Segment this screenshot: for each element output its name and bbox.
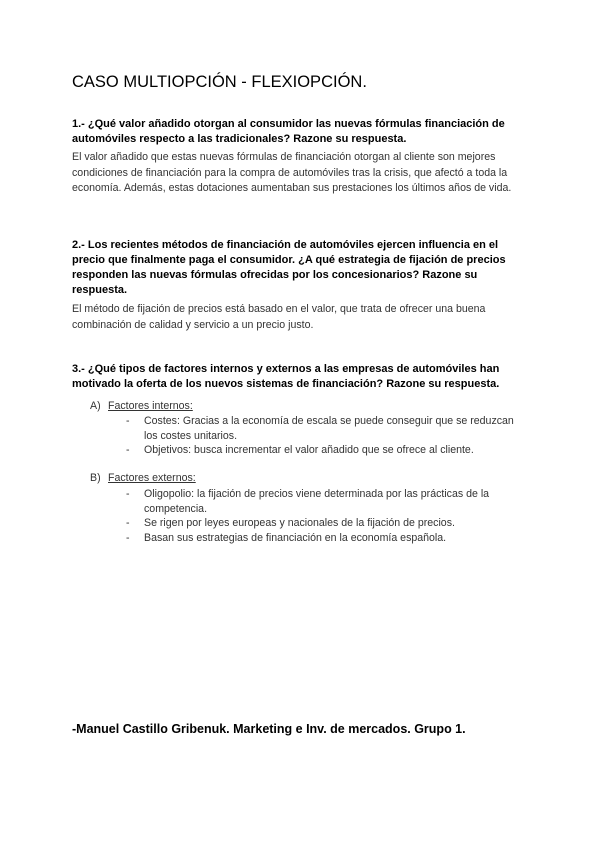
list-item	[126, 443, 526, 458]
question-2: 2.- Los recientes métodos de financiación de automóviles ejercen influencia en el precio que finalmente paga el consumidor. ¿A qué estrategia de fijación de precios responden las nuevas fórmulas ofrecidas por los concesionarios? Razone su respuesta.	[72, 239, 506, 296]
list-item	[126, 516, 526, 531]
bullet-dash: -	[126, 488, 130, 500]
question-3: 3.- ¿Qué tipos de factores internos y externos a las empresas de automóviles han motivado la oferta de los nuevos sistemas de financiación? Razone su respuesta.	[72, 363, 500, 390]
internal-factors-label: Factores internos:	[108, 400, 193, 412]
author-footer: -Manuel Castillo Gribenuk. Marketing e Inv. de mercados. Grupo 1.	[72, 722, 466, 736]
internal-factors-heading	[90, 400, 193, 412]
answer-1: El valor añadido que estas nuevas fórmulas de financiación otorgan al cliente son mejores condiciones de financiación para la compra de automóviles tras la crisis, que afectó a toda la economía. Además, estas dotaciones aumentaban sus prestaciones los últimos años de vida.	[72, 151, 512, 194]
bullet-dash: -	[126, 517, 130, 529]
list-letter: B)	[90, 472, 101, 484]
bullet-dash: -	[126, 532, 130, 544]
question-1: 1.- ¿Qué valor añadido otorgan al consumidor las nuevas fórmulas financiación de automóviles respecto a las tradicionales? Razone su respuesta.	[72, 118, 505, 145]
list-item-text: Oligopolio: la fijación de precios viene determinada por las prácticas de la competencia.	[144, 488, 490, 515]
list-item-text: Se rigen por leyes europeas y nacionales de la fijación de precios.	[144, 517, 455, 529]
external-factors-heading	[90, 472, 196, 484]
bullet-dash: -	[126, 415, 130, 427]
document-title: CASO MULTIOPCIÓN - FLEXIOPCIÓN.	[72, 73, 367, 91]
list-item	[126, 487, 526, 516]
list-item-text: Costes: Gracias a la economía de escala se puede conseguir que se reduzcan los costes unitarios.	[144, 415, 514, 442]
list-letter: A)	[90, 400, 101, 412]
list-item-text: Objetivos: busca incrementar el valor añadido que se ofrece al cliente.	[144, 444, 474, 456]
answer-2: El método de fijación de precios está basado en el valor, que trata de ofrecer una buena combinación de calidad y servicio a un precio justo.	[72, 303, 486, 331]
list-item	[126, 531, 526, 546]
bullet-dash: -	[126, 444, 130, 456]
external-factors-label: Factores externos:	[108, 472, 196, 484]
list-item	[126, 414, 526, 443]
list-item-text: Basan sus estrategias de financiación en la economía española.	[144, 532, 447, 544]
